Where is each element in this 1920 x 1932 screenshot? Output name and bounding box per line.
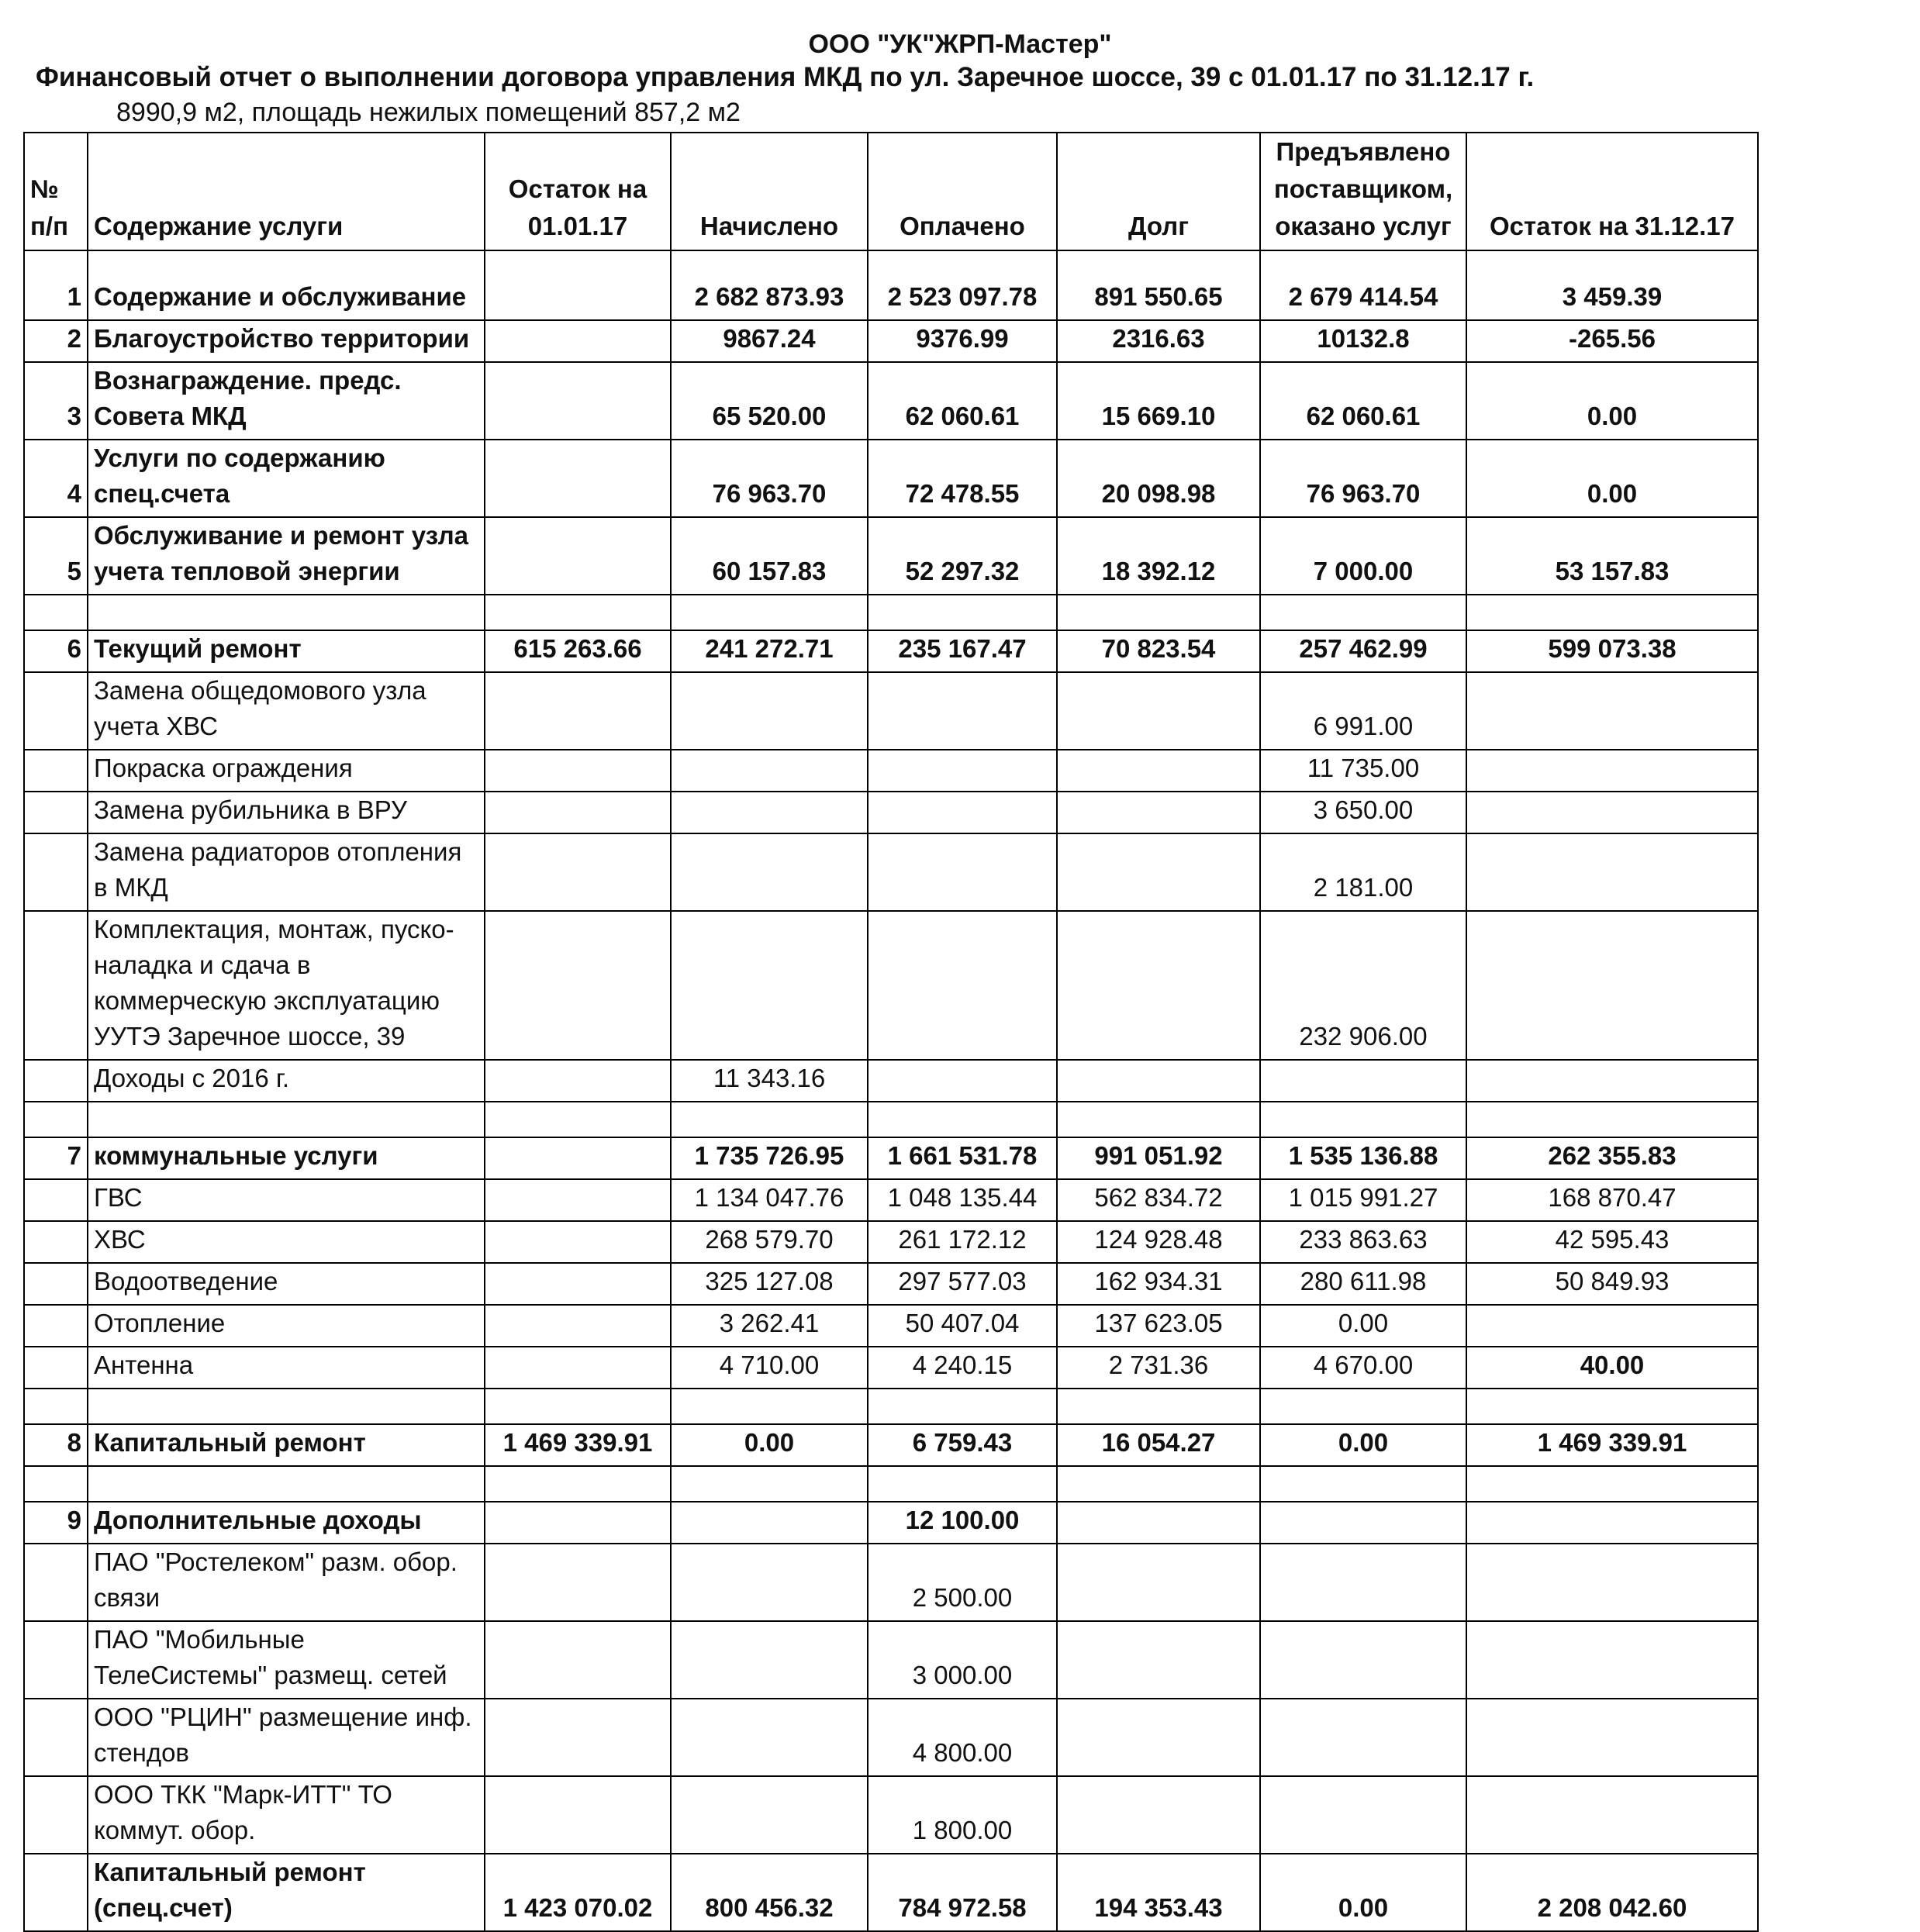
service-name: Благоустройство территории xyxy=(88,320,485,362)
balance-end-cell: 0.00 xyxy=(1466,440,1758,517)
paid-cell: 784 972.58 xyxy=(868,1854,1057,1931)
column-header-charged: Начислено xyxy=(671,133,868,250)
balance-end-cell: 42 595.43 xyxy=(1466,1221,1758,1263)
paid-cell: 297 577.03 xyxy=(868,1263,1057,1305)
charged-cell: 3 262.41 xyxy=(671,1305,868,1347)
presented-cell: 0.00 xyxy=(1260,1424,1466,1466)
area-line: 8990,9 м2, площадь нежилых помещений 857,2 м2 xyxy=(116,98,741,127)
debt-cell: 70 823.54 xyxy=(1057,630,1260,672)
table-row xyxy=(24,1502,1758,1544)
balance-start-cell: 615 263.66 xyxy=(485,630,671,672)
balance-start-cell xyxy=(485,362,671,440)
charged-cell: 76 963.70 xyxy=(671,440,868,517)
debt-cell: 162 934.31 xyxy=(1057,1263,1260,1305)
paid-cell: 50 407.04 xyxy=(868,1305,1057,1347)
row-number: 7 xyxy=(24,1137,88,1179)
paid-cell: 4 800.00 xyxy=(868,1699,1057,1776)
service-name: ПАО "Мобильные ТелеСистемы" размещ. сетей xyxy=(88,1621,485,1699)
table-row xyxy=(24,250,1758,320)
debt-cell: 15 669.10 xyxy=(1057,362,1260,440)
table-row xyxy=(24,1263,1758,1305)
balance-end-cell xyxy=(1466,1305,1758,1347)
balance-start-cell xyxy=(485,1137,671,1179)
balance-end-cell: -265.56 xyxy=(1466,320,1758,362)
balance-start-cell: 1 469 339.91 xyxy=(485,1424,671,1466)
debt-cell: 137 623.05 xyxy=(1057,1305,1260,1347)
paid-cell: 235 167.47 xyxy=(868,630,1057,672)
service-name: Антенна xyxy=(88,1347,485,1389)
paid-cell: 72 478.55 xyxy=(868,440,1057,517)
row-number: 4 xyxy=(24,440,88,517)
debt-cell: 16 054.27 xyxy=(1057,1424,1260,1466)
service-name: ПАО "Ростелеком" разм. обор. связи xyxy=(88,1544,485,1621)
table-row xyxy=(24,1179,1758,1221)
service-name: Водоотведение xyxy=(88,1263,485,1305)
charged-cell: 2 682 873.93 xyxy=(671,250,868,320)
report-title: Финансовый отчет о выполнении договора управления МКД по ул. Заречное шоссе, 39 с 01.01.17 по 31.12.17 г. xyxy=(36,62,1535,92)
presented-cell: 10132.8 xyxy=(1260,320,1466,362)
presented-cell: 232 906.00 xyxy=(1260,911,1466,1060)
charged-cell: 325 127.08 xyxy=(671,1263,868,1305)
row-number: 1 xyxy=(24,250,88,320)
table-header-row xyxy=(24,133,1758,250)
service-name: Доходы с 2016 г. xyxy=(88,1060,485,1102)
charged-cell: 60 157.83 xyxy=(671,517,868,595)
row-number: 6 xyxy=(24,630,88,672)
presented-cell: 6 991.00 xyxy=(1260,672,1466,750)
paid-cell: 1 661 531.78 xyxy=(868,1137,1057,1179)
presented-cell: 0.00 xyxy=(1260,1854,1466,1931)
table-row xyxy=(24,1060,1758,1102)
debt-cell: 2 731.36 xyxy=(1057,1347,1260,1389)
debt-cell: 18 392.12 xyxy=(1057,517,1260,595)
table-row xyxy=(24,1544,1758,1621)
presented-cell: 4 670.00 xyxy=(1260,1347,1466,1389)
company-name: ООО "УК"ЖРП-Мастер" xyxy=(808,29,1112,59)
debt-cell: 20 098.98 xyxy=(1057,440,1260,517)
balance-end-cell: 168 870.47 xyxy=(1466,1179,1758,1221)
service-name: Обслуживание и ремонт узла учета тепловой энергии xyxy=(88,517,485,595)
column-header-balance-start: Остаток на 01.01.17 xyxy=(485,133,671,250)
row-number: 3 xyxy=(24,362,88,440)
paid-cell: 62 060.61 xyxy=(868,362,1057,440)
row-number: 8 xyxy=(24,1424,88,1466)
paid-cell: 261 172.12 xyxy=(868,1221,1057,1263)
table-row xyxy=(24,1621,1758,1699)
paid-cell: 1 800.00 xyxy=(868,1776,1057,1854)
spacer-row xyxy=(24,1466,1758,1502)
presented-cell: 3 650.00 xyxy=(1260,792,1466,833)
charged-cell: 1 735 726.95 xyxy=(671,1137,868,1179)
charged-cell: 11 343.16 xyxy=(671,1060,868,1102)
table-row xyxy=(24,320,1758,362)
table-row xyxy=(24,1699,1758,1776)
charged-cell: 241 272.71 xyxy=(671,630,868,672)
paid-cell: 4 240.15 xyxy=(868,1347,1057,1389)
service-name: Капитальный ремонт xyxy=(88,1424,485,1466)
debt-cell: 194 353.43 xyxy=(1057,1854,1260,1931)
charged-cell: 4 710.00 xyxy=(671,1347,868,1389)
column-header-balance-end: Остаток на 31.12.17 xyxy=(1466,133,1758,250)
spacer-row xyxy=(24,1102,1758,1137)
balance-end-cell: 599 073.38 xyxy=(1466,630,1758,672)
table-row xyxy=(24,1776,1758,1854)
service-name: коммунальные услуги xyxy=(88,1137,485,1179)
presented-cell: 2 679 414.54 xyxy=(1260,250,1466,320)
balance-start-cell xyxy=(485,250,671,320)
row-number: 5 xyxy=(24,517,88,595)
service-name: Дополнительные доходы xyxy=(88,1502,485,1544)
service-name: Замена радиаторов отопления в МКД xyxy=(88,833,485,911)
table-row xyxy=(24,792,1758,833)
paid-cell: 52 297.32 xyxy=(868,517,1057,595)
service-name: ООО ТКК "Марк-ИТТ" ТО коммут. обор. xyxy=(88,1776,485,1854)
presented-cell: 1 015 991.27 xyxy=(1260,1179,1466,1221)
debt-cell: 124 928.48 xyxy=(1057,1221,1260,1263)
table-row xyxy=(24,1347,1758,1389)
paid-cell: 9376.99 xyxy=(868,320,1057,362)
balance-start-cell xyxy=(485,440,671,517)
column-header-name: Содержание услуги xyxy=(88,133,485,250)
service-name: ХВС xyxy=(88,1221,485,1263)
debt-cell: 991 051.92 xyxy=(1057,1137,1260,1179)
debt-cell: 2316.63 xyxy=(1057,320,1260,362)
table-row xyxy=(24,1854,1758,1931)
service-name: Содержание и обслуживание xyxy=(88,250,485,320)
charged-cell: 1 134 047.76 xyxy=(671,1179,868,1221)
service-name: Замена общедомового узла учета ХВС xyxy=(88,672,485,750)
paid-cell: 3 000.00 xyxy=(868,1621,1057,1699)
presented-cell: 1 535 136.88 xyxy=(1260,1137,1466,1179)
service-name: Капитальный ремонт (спец.счет) xyxy=(88,1854,485,1931)
balance-end-cell: 50 849.93 xyxy=(1466,1263,1758,1305)
balance-end-cell: 53 157.83 xyxy=(1466,517,1758,595)
service-name: Текущий ремонт xyxy=(88,630,485,672)
spacer-row xyxy=(24,1389,1758,1424)
charged-cell: 268 579.70 xyxy=(671,1221,868,1263)
column-header-paid: Оплачено xyxy=(868,133,1057,250)
table-row xyxy=(24,1424,1758,1466)
column-header-presented: Предъявлено поставщиком, оказано услуг xyxy=(1260,133,1466,250)
balance-end-cell: 3 459.39 xyxy=(1466,250,1758,320)
presented-cell: 280 611.98 xyxy=(1260,1263,1466,1305)
balance-end-cell: 1 469 339.91 xyxy=(1466,1424,1758,1466)
paid-cell: 6 759.43 xyxy=(868,1424,1057,1466)
table-row xyxy=(24,630,1758,672)
table-row xyxy=(24,1137,1758,1179)
column-header-debt: Долг xyxy=(1057,133,1260,250)
row-number: 2 xyxy=(24,320,88,362)
table-row xyxy=(24,362,1758,440)
service-name: Вознаграждение. предс. Совета МКД xyxy=(88,362,485,440)
charged-cell: 0.00 xyxy=(671,1424,868,1466)
presented-cell: 76 963.70 xyxy=(1260,440,1466,517)
balance-start-cell xyxy=(485,320,671,362)
presented-cell: 257 462.99 xyxy=(1260,630,1466,672)
service-name: Покраска ограждения xyxy=(88,750,485,792)
service-name: Отопление xyxy=(88,1305,485,1347)
paid-cell: 12 100.00 xyxy=(868,1502,1057,1544)
balance-end-cell: 262 355.83 xyxy=(1466,1137,1758,1179)
charged-cell: 9867.24 xyxy=(671,320,868,362)
table-row xyxy=(24,1305,1758,1347)
table-row xyxy=(24,672,1758,750)
presented-cell: 2 181.00 xyxy=(1260,833,1466,911)
presented-cell: 7 000.00 xyxy=(1260,517,1466,595)
paid-cell: 2 523 097.78 xyxy=(868,250,1057,320)
service-name: Комплектация, монтаж, пуско-наладка и сдача в коммерческую эксплуатацию УУТЭ Заречное шоссе, 39 xyxy=(88,911,485,1060)
service-name: ООО "РЦИН" размещение инф. стендов xyxy=(88,1699,485,1776)
table-row xyxy=(24,833,1758,911)
column-header-num: № п/п xyxy=(24,133,88,250)
presented-cell: 233 863.63 xyxy=(1260,1221,1466,1263)
charged-cell: 800 456.32 xyxy=(671,1854,868,1931)
service-name: Услуги по содержанию спец.счета xyxy=(88,440,485,517)
row-number: 9 xyxy=(24,1502,88,1544)
debt-cell: 891 550.65 xyxy=(1057,250,1260,320)
table-row xyxy=(24,750,1758,792)
spacer-row xyxy=(24,595,1758,630)
balance-end-cell: 40.00 xyxy=(1466,1347,1758,1389)
debt-cell: 562 834.72 xyxy=(1057,1179,1260,1221)
table-row xyxy=(24,517,1758,595)
balance-end-cell: 2 208 042.60 xyxy=(1466,1854,1758,1931)
presented-cell: 62 060.61 xyxy=(1260,362,1466,440)
service-name: Замена рубильника в ВРУ xyxy=(88,792,485,833)
presented-cell: 0.00 xyxy=(1260,1305,1466,1347)
presented-cell: 11 735.00 xyxy=(1260,750,1466,792)
balance-start-cell: 1 423 070.02 xyxy=(485,1854,671,1931)
balance-start-cell xyxy=(485,517,671,595)
service-name: ГВС xyxy=(88,1179,485,1221)
charged-cell: 65 520.00 xyxy=(671,362,868,440)
balance-end-cell: 0.00 xyxy=(1466,362,1758,440)
table-row xyxy=(24,1221,1758,1263)
financial-report-table xyxy=(23,132,1759,1932)
table-row xyxy=(24,440,1758,517)
paid-cell: 1 048 135.44 xyxy=(868,1179,1057,1221)
paid-cell: 2 500.00 xyxy=(868,1544,1057,1621)
table-row xyxy=(24,911,1758,1060)
